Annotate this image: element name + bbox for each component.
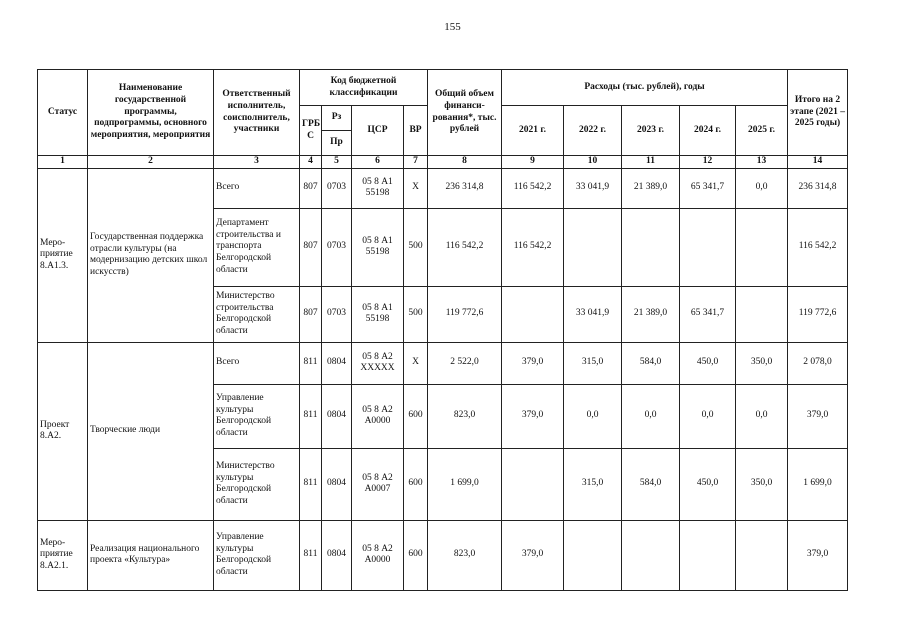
column-number: 11 xyxy=(622,156,680,169)
row-y2023 xyxy=(622,520,680,590)
row-rz: 0804 xyxy=(322,384,352,448)
row-y2021: 116 542,2 xyxy=(502,168,564,208)
header-year-2023: 2023 г. xyxy=(622,106,680,156)
row-y2022: 33 041,9 xyxy=(564,286,622,342)
row-y2025 xyxy=(736,208,788,286)
row-rz: 0804 xyxy=(322,520,352,590)
row-csr: 05 8 А2 ХХХХХ xyxy=(352,342,404,384)
row-name: Реализация национального проекта «Культура» xyxy=(88,520,214,590)
row-responsible: Управление культуры Белгородской области xyxy=(214,384,300,448)
row-grbs: 811 xyxy=(300,384,322,448)
page-number: 155 xyxy=(444,21,461,33)
row-vr: 500 xyxy=(404,286,428,342)
header-year-2024: 2024 г. xyxy=(680,106,736,156)
header-status: Статус xyxy=(38,70,88,156)
row-responsible: Всего xyxy=(214,168,300,208)
row-csr: 05 8 А1 55198 xyxy=(352,208,404,286)
row-y2025 xyxy=(736,520,788,590)
row-status: Меро-приятие 8.А2.1. xyxy=(38,520,88,590)
row-rz: 0703 xyxy=(322,168,352,208)
row-total: 2 522,0 xyxy=(428,342,502,384)
row-responsible: Министерство культуры Белгородской области xyxy=(214,448,300,520)
row-grbs: 811 xyxy=(300,448,322,520)
row-responsible: Министерство строительства Белгородской области xyxy=(214,286,300,342)
row-y2022 xyxy=(564,520,622,590)
row-y2024: 65 341,7 xyxy=(680,286,736,342)
header-name: Наименование государственной программы, подпрограммы, основного мероприятия, мероприятия xyxy=(88,70,214,156)
row-status: Проект 8.А2. xyxy=(38,342,88,520)
row-y2023: 0,0 xyxy=(622,384,680,448)
row-stage-total: 236 314,8 xyxy=(788,168,848,208)
row-y2025 xyxy=(736,286,788,342)
column-number: 10 xyxy=(564,156,622,169)
header-vr: ВР xyxy=(404,106,428,156)
row-csr: 05 8 А2 А0000 xyxy=(352,384,404,448)
row-y2021: 379,0 xyxy=(502,342,564,384)
header-rz: Рз xyxy=(322,106,352,131)
row-responsible: Департамент строительства и транспорта Белгородской области xyxy=(214,208,300,286)
row-y2023 xyxy=(622,208,680,286)
row-total: 823,0 xyxy=(428,384,502,448)
row-y2023: 584,0 xyxy=(622,342,680,384)
row-vr: 500 xyxy=(404,208,428,286)
row-y2021: 379,0 xyxy=(502,520,564,590)
row-total: 236 314,8 xyxy=(428,168,502,208)
row-y2024: 65 341,7 xyxy=(680,168,736,208)
table-row xyxy=(38,168,848,208)
header-total-funding: Общий объем финанси-рования*, тыс. рублей xyxy=(428,70,502,156)
row-y2021: 116 542,2 xyxy=(502,208,564,286)
row-grbs: 811 xyxy=(300,520,322,590)
column-number: 4 xyxy=(300,156,322,169)
row-y2022: 315,0 xyxy=(564,342,622,384)
row-name: Творческие люди xyxy=(88,342,214,520)
table-row xyxy=(38,520,848,590)
row-y2025: 350,0 xyxy=(736,342,788,384)
header-responsible: Ответственный исполнитель, соисполнитель, участники xyxy=(214,70,300,156)
row-y2025: 350,0 xyxy=(736,448,788,520)
row-csr: 05 8 А2 А0007 xyxy=(352,448,404,520)
row-y2022 xyxy=(564,208,622,286)
row-total: 823,0 xyxy=(428,520,502,590)
row-rz: 0703 xyxy=(322,286,352,342)
column-number: 3 xyxy=(214,156,300,169)
header-year-2025: 2025 г. xyxy=(736,106,788,156)
column-number: 14 xyxy=(788,156,848,169)
header-csr: ЦСР xyxy=(352,106,404,156)
row-stage-total: 116 542,2 xyxy=(788,208,848,286)
row-total: 116 542,2 xyxy=(428,208,502,286)
column-number: 5 xyxy=(322,156,352,169)
header-expenses: Расходы (тыс. рублей), годы xyxy=(502,70,788,106)
header-stage-total: Итого на 2 этапе (2021 – 2025 годы) xyxy=(788,70,848,156)
row-vr: Х xyxy=(404,168,428,208)
table-body xyxy=(38,168,848,590)
row-total: 119 772,6 xyxy=(428,286,502,342)
row-y2024: 450,0 xyxy=(680,342,736,384)
column-number: 2 xyxy=(88,156,214,169)
row-name: Государственная поддержка отрасли культуры (на модернизацию детских школ искусств) xyxy=(88,168,214,342)
header-budget-code: Код бюджетной классификации xyxy=(300,70,428,106)
row-csr: 05 8 А2 А0000 xyxy=(352,520,404,590)
row-y2023: 21 389,0 xyxy=(622,168,680,208)
row-status: Меро-приятие 8.А1.3. xyxy=(38,168,88,342)
row-y2022: 0,0 xyxy=(564,384,622,448)
row-y2022: 315,0 xyxy=(564,448,622,520)
row-vr: 600 xyxy=(404,520,428,590)
row-rz: 0804 xyxy=(322,448,352,520)
header-grbs: ГРБ С xyxy=(300,106,322,156)
column-numbers-row xyxy=(38,156,848,169)
row-y2021 xyxy=(502,448,564,520)
row-vr: 600 xyxy=(404,384,428,448)
row-grbs: 807 xyxy=(300,208,322,286)
row-y2024 xyxy=(680,208,736,286)
header-year-2021: 2021 г. xyxy=(502,106,564,156)
row-y2024: 0,0 xyxy=(680,384,736,448)
row-y2021 xyxy=(502,286,564,342)
row-stage-total: 2 078,0 xyxy=(788,342,848,384)
row-y2023: 584,0 xyxy=(622,448,680,520)
row-y2024 xyxy=(680,520,736,590)
row-grbs: 811 xyxy=(300,342,322,384)
row-vr: Х xyxy=(404,342,428,384)
row-stage-total: 379,0 xyxy=(788,384,848,448)
row-grbs: 807 xyxy=(300,286,322,342)
column-number: 6 xyxy=(352,156,404,169)
row-stage-total: 1 699,0 xyxy=(788,448,848,520)
column-number: 12 xyxy=(680,156,736,169)
row-rz: 0804 xyxy=(322,342,352,384)
row-stage-total: 119 772,6 xyxy=(788,286,848,342)
row-responsible: Управление культуры Белгородской области xyxy=(214,520,300,590)
column-number: 9 xyxy=(502,156,564,169)
row-y2025: 0,0 xyxy=(736,384,788,448)
column-number: 7 xyxy=(404,156,428,169)
table-row xyxy=(38,342,848,384)
row-y2021: 379,0 xyxy=(502,384,564,448)
row-y2022: 33 041,9 xyxy=(564,168,622,208)
row-grbs: 807 xyxy=(300,168,322,208)
row-stage-total: 379,0 xyxy=(788,520,848,590)
row-rz: 0703 xyxy=(322,208,352,286)
table-header xyxy=(38,70,848,169)
row-y2025: 0,0 xyxy=(736,168,788,208)
row-csr: 05 8 А1 55198 xyxy=(352,168,404,208)
row-vr: 600 xyxy=(404,448,428,520)
header-year-2022: 2022 г. xyxy=(564,106,622,156)
row-y2023: 21 389,0 xyxy=(622,286,680,342)
row-y2024: 450,0 xyxy=(680,448,736,520)
header-pr: Пр xyxy=(322,131,352,156)
row-csr: 05 8 А1 55198 xyxy=(352,286,404,342)
budget-table xyxy=(37,69,848,591)
row-total: 1 699,0 xyxy=(428,448,502,520)
column-number: 13 xyxy=(736,156,788,169)
column-number: 1 xyxy=(38,156,88,169)
row-responsible: Всего xyxy=(214,342,300,384)
column-number: 8 xyxy=(428,156,502,169)
